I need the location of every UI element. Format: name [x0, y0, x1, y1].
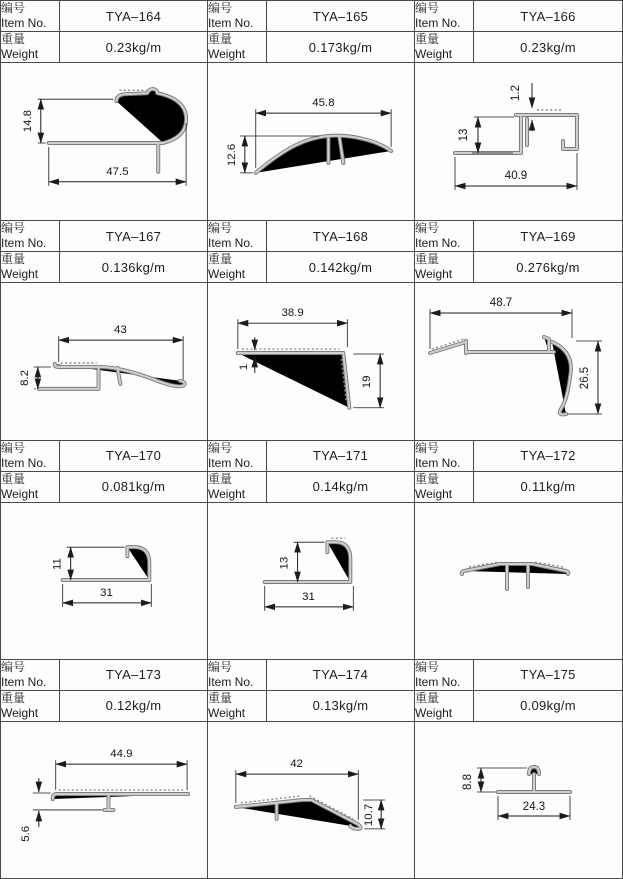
- item-no-label: 编号 Item No.: [208, 1, 267, 32]
- drawing-area: [208, 63, 414, 220]
- item-no-value: TYA–171: [267, 440, 415, 471]
- spec-table: [1, 440, 207, 503]
- profile-shape: [236, 796, 361, 829]
- dimension-lines: [455, 83, 577, 190]
- weight-label: 重量 Weight: [415, 252, 474, 283]
- product-cell-tya-168: [208, 220, 415, 440]
- drawing-area: [208, 722, 414, 879]
- dimension-label: 26.5: [579, 367, 591, 390]
- weight-label: 重量 Weight: [208, 252, 267, 283]
- spec-table: [208, 1, 414, 63]
- dimension-label: 14.8: [21, 109, 34, 133]
- dimension-label: 1.2: [510, 85, 522, 101]
- spec-table: [415, 440, 622, 503]
- product-cell-tya-172: [415, 440, 622, 660]
- dimension-label: 43: [114, 324, 127, 337]
- dimension-label: 45.8: [312, 97, 335, 110]
- item-no-label: 编号 Item No.: [208, 659, 267, 690]
- dimension-label: 48.7: [489, 297, 513, 310]
- item-no-label: 编号 Item No.: [1, 221, 60, 252]
- weight-label: 重量 Weight: [415, 471, 474, 502]
- item-no-value: TYA–167: [60, 221, 208, 252]
- item-no-label: 编号 Item No.: [415, 221, 474, 252]
- spec-table: [415, 659, 622, 722]
- product-cell-tya-175: [415, 659, 622, 879]
- profile-drawing-tya-167: [1, 283, 207, 440]
- product-cell-tya-165: [208, 1, 415, 220]
- spec-table: [1, 220, 207, 283]
- profile-shape: [256, 136, 391, 173]
- drawing-area: [1, 722, 207, 879]
- item-no-label: 编号 Item No.: [1, 440, 60, 471]
- item-no-label: 编号 Item No.: [415, 1, 474, 32]
- spec-table: [208, 659, 414, 722]
- weight-value: 0.13kg/m: [312, 698, 369, 714]
- weight-label: 重量 Weight: [415, 32, 474, 63]
- profile-shape: [39, 363, 185, 389]
- catalog-row-2: [1, 220, 622, 439]
- profile-drawing-tya-166: [415, 63, 622, 220]
- weight-value: 0.12kg/m: [105, 698, 162, 714]
- item-no-value: TYA–165: [267, 1, 415, 32]
- item-no-value: TYA–173: [60, 659, 208, 690]
- drawing-area: [415, 63, 622, 220]
- item-no-value: TYA–169: [474, 221, 623, 252]
- dimension-label: 47.5: [106, 165, 129, 178]
- drawing-area: [415, 503, 622, 660]
- weight-value: 0.23kg/m: [105, 39, 162, 55]
- weight-value: 0.142kg/m: [308, 259, 373, 275]
- product-cell-tya-173: [1, 659, 208, 879]
- product-cell-tya-167: [1, 220, 208, 440]
- weight-value: 0.11kg/m: [520, 479, 576, 494]
- drawing-area: [415, 722, 622, 879]
- dimension-label: 10.7: [363, 803, 376, 826]
- dimension-label: 13: [458, 128, 470, 142]
- drawing-area: [208, 503, 414, 660]
- profile-drawing-tya-171: [208, 503, 414, 660]
- product-cell-tya-174: [208, 659, 415, 879]
- dimension-label: 12.6: [225, 143, 238, 167]
- drawing-area: [415, 283, 622, 440]
- dimension-label: 13: [278, 556, 291, 569]
- product-cell-tya-169: [415, 220, 622, 440]
- item-no-value: TYA–172: [474, 440, 623, 471]
- item-no-value: TYA–164: [60, 1, 208, 32]
- weight-label: 重量 Weight: [415, 690, 474, 721]
- dimension-label: 38.9: [281, 307, 304, 320]
- drawing-area: [208, 283, 414, 440]
- dimension-label: 42: [290, 757, 303, 770]
- weight-value: 0.081kg/m: [101, 479, 166, 494]
- spec-table: [208, 220, 414, 283]
- weight-label: 重量 Weight: [1, 471, 60, 502]
- item-no-label: 编号 Item No.: [208, 440, 267, 471]
- item-no-value: TYA–170: [60, 440, 208, 471]
- weight-value: 0.276kg/m: [516, 259, 580, 275]
- weight-label: 重量 Weight: [1, 690, 60, 721]
- dimension-label: 5.6: [19, 825, 32, 842]
- item-no-value: TYA–174: [267, 659, 415, 690]
- weight-label: 重量 Weight: [208, 32, 267, 63]
- weight-label: 重量 Weight: [1, 252, 60, 283]
- dimension-label: 11: [51, 557, 64, 570]
- spec-table: [415, 220, 622, 283]
- weight-value: 0.14kg/m: [312, 479, 369, 494]
- profile-drawing-tya-175: [415, 722, 622, 879]
- profile-shape: [53, 790, 188, 810]
- item-no-label: 编号 Item No.: [208, 221, 267, 252]
- drawing-area: [1, 63, 207, 220]
- spec-table: [1, 1, 207, 63]
- item-no-label: 编号 Item No.: [1, 659, 60, 690]
- weight-label: 重量 Weight: [208, 471, 267, 502]
- catalog-row-4: [1, 659, 622, 878]
- profile-shape: [498, 767, 570, 792]
- item-no-label: 编号 Item No.: [415, 659, 474, 690]
- product-cell-tya-164: [1, 1, 208, 220]
- drawing-area: [1, 503, 207, 660]
- weight-value: 0.136kg/m: [101, 259, 166, 275]
- product-cell-tya-170: [1, 440, 208, 660]
- profile-drawing-tya-164: [1, 63, 207, 220]
- profile-drawing-tya-170: [1, 503, 207, 660]
- dimension-label: 8.8: [462, 773, 474, 790]
- dimension-label: 8.2: [18, 370, 31, 387]
- item-no-label: 编号 Item No.: [1, 1, 60, 32]
- weight-label: 重量 Weight: [1, 32, 60, 63]
- profile-shape: [265, 538, 351, 582]
- weight-value: 0.09kg/m: [520, 698, 576, 714]
- profile-shape: [49, 89, 186, 172]
- profile-shape: [63, 547, 150, 580]
- profile-drawing-tya-168: [208, 283, 414, 440]
- dimension-label: 31: [100, 586, 113, 599]
- catalog-row-1: [1, 1, 622, 220]
- weight-value: 0.23kg/m: [520, 39, 576, 55]
- spec-table: [208, 440, 414, 503]
- profile-drawing-tya-169: [415, 283, 622, 440]
- profile-shape: [462, 562, 569, 589]
- weight-value: 0.173kg/m: [308, 39, 373, 55]
- profile-shape: [455, 110, 577, 153]
- drawing-area: [1, 283, 207, 440]
- dimension-label: 19: [361, 375, 374, 389]
- dimension-label: 24.3: [522, 800, 546, 813]
- item-no-value: TYA–175: [474, 659, 623, 690]
- profile-drawing-tya-165: [208, 63, 414, 220]
- item-no-value: TYA–166: [474, 1, 623, 32]
- dimension-label: 44.9: [110, 747, 133, 760]
- product-cell-tya-166: [415, 1, 622, 220]
- profile-drawing-tya-172: [415, 503, 622, 660]
- dimension-label: 40.9: [504, 170, 528, 182]
- spec-table: [1, 659, 207, 722]
- item-no-label: 编号 Item No.: [415, 440, 474, 471]
- profile-drawing-tya-173: [1, 722, 207, 879]
- spec-table: [415, 1, 622, 63]
- item-no-value: TYA–168: [267, 221, 415, 252]
- dimension-label: 1: [237, 364, 250, 371]
- profile-drawing-tya-174: [208, 722, 414, 879]
- profile-shape: [430, 337, 571, 414]
- dimension-label: 31: [302, 590, 315, 603]
- dimension-lines: [430, 297, 602, 414]
- weight-label: 重量 Weight: [208, 690, 267, 721]
- catalog-row-3: [1, 440, 622, 659]
- product-cell-tya-171: [208, 440, 415, 660]
